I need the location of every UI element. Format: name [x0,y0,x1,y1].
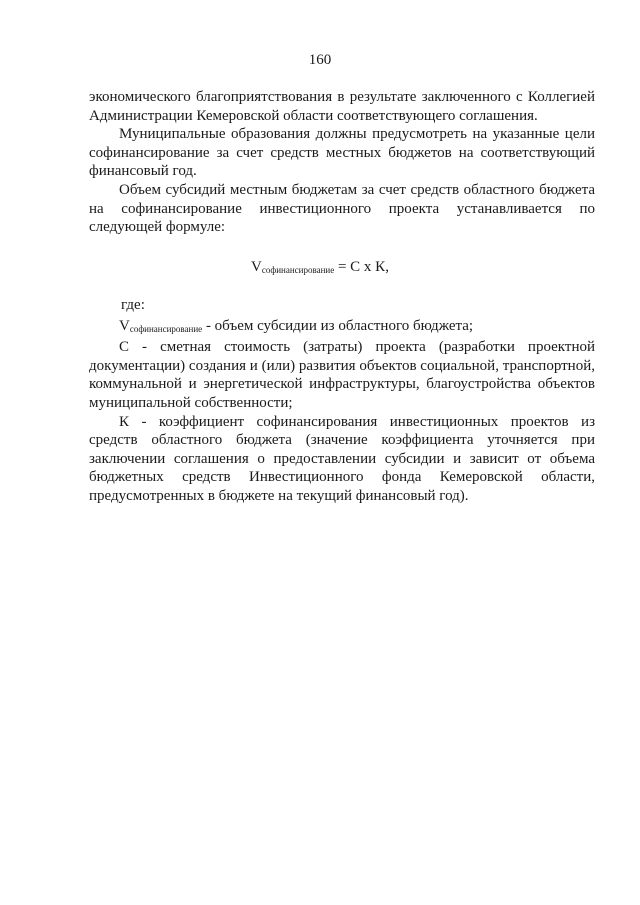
definition-v-variable: V [119,317,130,334]
paragraph-municipal-cofinancing: Муниципальные образования должны предусмотреть на указанные цели софинансирование за счет средств местных бюджетов на соответствующий финансовый год. [89,126,595,180]
formula-variable: V [251,259,262,275]
definition-v-text: - объем субсидии из областного бюджета; [202,317,474,334]
formula-rhs: = С х К, [334,259,389,275]
formula [0,259,640,276]
paragraph-continuation: экономического благоприятствования в результате заключенного с Коллегией Администрации Кемеровской области соответствующего соглашения. [89,89,595,124]
body-text-top [89,88,595,237]
definition-v-subscript: софинансирование [129,323,203,334]
formula-variable-subscript: софинансирование [261,265,335,275]
page-number: 160 [308,52,332,68]
where-label: где: [121,297,145,313]
definition-k: К - коэффициент софинансирования инвестиционных проектов из средств областного бюджета (значение коэффициента уточняется при заключении соглашения о предоставлении субсидии и зависит от объема бюджетных средств Инвестиционного фонда Кемеровской области, предусмотренных в бюджете на текущий финансовый год). [89,413,595,504]
definition-v [89,317,595,339]
definition-c: С - сметная стоимость (затраты) проекта (разработки проектной документации) создания и (или) развития объектов социальной, транспортной, коммунальной и энергетической инфраструктуры, благоустройства объектов муниципальной собственности; [89,339,595,411]
body-text-definitions [89,296,595,506]
paragraph-subsidy-volume: Объем субсидий местным бюджетам за счет средств областного бюджета на софинансирование инвестиционного проекта устанавливается по следующей формуле: [89,181,595,236]
